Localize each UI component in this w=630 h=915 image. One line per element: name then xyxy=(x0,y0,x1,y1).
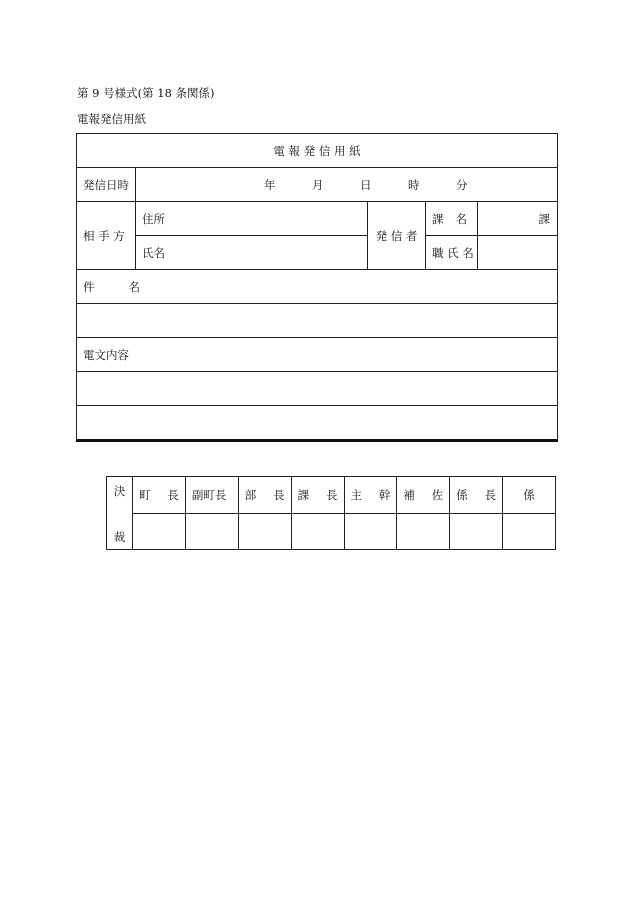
section-field[interactable] xyxy=(478,202,558,236)
subject-label-1: 件 xyxy=(83,279,95,294)
kessai-label xyxy=(107,477,133,550)
role-deputy-mayor-1: 副町長 xyxy=(191,487,227,502)
kessai-char-1: 決 xyxy=(113,484,126,498)
section-label xyxy=(426,202,478,236)
send-datetime-label: 発信日時 xyxy=(77,168,136,202)
role-section-chief-2: 長 xyxy=(326,487,338,502)
role-assistant-2: 佐 xyxy=(431,487,444,502)
role-director xyxy=(238,477,291,514)
role-deputy-mayor xyxy=(185,477,238,514)
day-unit: 日 xyxy=(360,177,372,192)
section-label-2: 名 xyxy=(455,211,467,226)
role-chief-officer-2: 幹 xyxy=(378,487,391,502)
role-mayor-1: 町 xyxy=(139,487,151,502)
section-suffix: 課 xyxy=(538,211,550,226)
stamp-unit-chief[interactable] xyxy=(450,513,503,550)
subject-field[interactable] xyxy=(77,304,558,338)
role-unit-chief-1: 係 xyxy=(456,487,468,502)
stamp-chief-officer[interactable] xyxy=(344,513,397,550)
stamp-section-chief[interactable] xyxy=(291,513,344,550)
approval-table xyxy=(106,476,556,550)
month-unit: 月 xyxy=(312,177,324,192)
stamp-staff[interactable] xyxy=(503,513,556,550)
kessai-char-2: 裁 xyxy=(113,530,126,544)
form-name: 電報発信用紙 xyxy=(77,112,146,126)
stamp-deputy-mayor[interactable] xyxy=(185,513,238,550)
telegram-form xyxy=(76,133,558,442)
name-label: 氏名 xyxy=(142,245,165,260)
content-line-1[interactable] xyxy=(77,372,558,406)
role-section-chief-1: 課 xyxy=(297,487,310,502)
role-chief-officer-1: 主 xyxy=(350,487,362,502)
role-unit-chief xyxy=(450,477,503,514)
role-mayor-2: 長 xyxy=(167,487,179,502)
content-line-2[interactable] xyxy=(77,406,558,441)
form-title-text: 電 報 発 信 用 紙 xyxy=(273,143,361,158)
role-staff-1: 係 xyxy=(523,487,535,502)
role-assistant xyxy=(397,477,450,514)
role-unit-chief-2: 長 xyxy=(484,487,497,502)
content-label: 電文内容 xyxy=(77,338,558,372)
address-field[interactable] xyxy=(136,202,368,236)
minute-unit: 分 xyxy=(456,177,468,192)
role-mayor xyxy=(133,477,186,514)
role-assistant-1: 補 xyxy=(403,487,415,502)
section-label-1: 課 xyxy=(432,211,444,226)
form-title xyxy=(77,134,558,168)
role-chief-officer xyxy=(344,477,397,514)
stamp-director[interactable] xyxy=(238,513,291,550)
send-datetime-field[interactable] xyxy=(136,168,558,202)
form-number: 第 9 号様式(第 18 条関係) xyxy=(77,86,215,100)
stamp-assistant[interactable] xyxy=(397,513,450,550)
title-name-field[interactable] xyxy=(478,236,558,270)
name-field[interactable] xyxy=(136,236,368,270)
recipient-label: 相 手 方 xyxy=(77,202,136,270)
role-staff xyxy=(503,477,556,514)
stamp-mayor[interactable] xyxy=(133,513,186,550)
subject-row[interactable] xyxy=(77,270,558,304)
address-label: 住所 xyxy=(142,211,165,226)
hour-unit: 時 xyxy=(408,177,420,192)
title-name-label: 職 氏 名 xyxy=(426,236,478,270)
sender-label: 発 信 者 xyxy=(368,202,426,270)
year-unit: 年 xyxy=(264,177,276,192)
subject-label-2: 名 xyxy=(128,279,140,294)
role-director-1: 部 xyxy=(244,487,257,502)
role-section-chief xyxy=(291,477,344,514)
role-director-2: 長 xyxy=(273,487,285,502)
